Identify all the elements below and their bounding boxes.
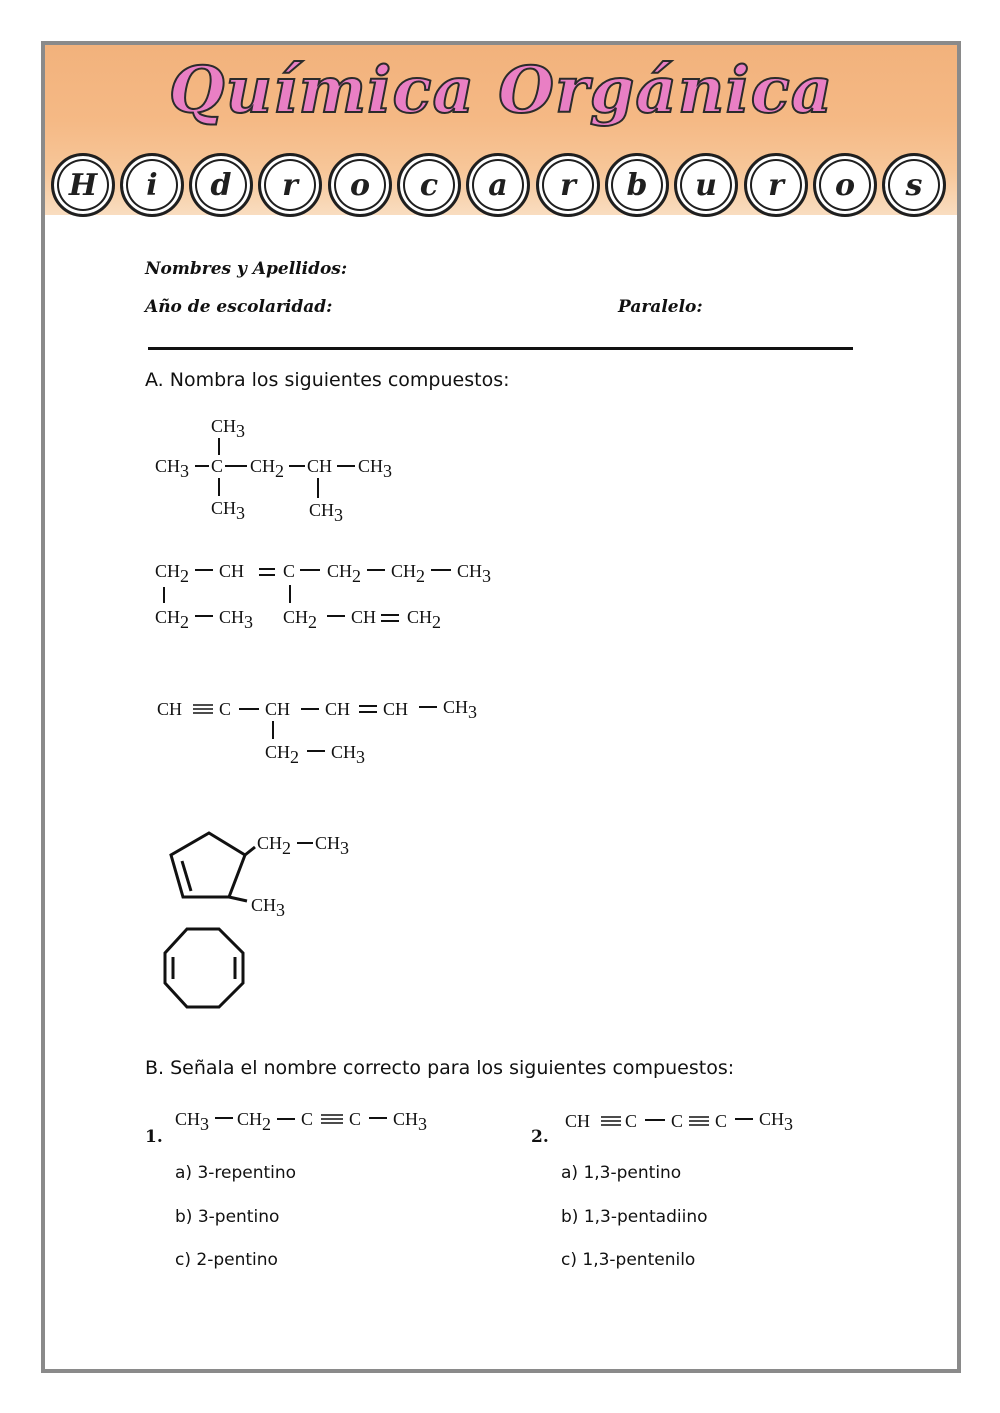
letter-circle: u xyxy=(674,153,738,217)
question-1-structure xyxy=(175,1101,465,1141)
svg-text:CH3: CH3 xyxy=(331,742,366,767)
svg-text:CH3: CH3 xyxy=(211,498,246,523)
question-1-option-c[interactable]: c) 2-pentino xyxy=(175,1250,278,1270)
compound-5-structure xyxy=(161,925,251,1015)
question-2-option-a[interactable]: a) 1,3-pentino xyxy=(561,1163,682,1183)
letter-circle: H xyxy=(51,153,115,217)
letter-circle: c xyxy=(397,153,461,217)
svg-text:C: C xyxy=(219,699,232,719)
svg-text:CH3: CH3 xyxy=(315,833,350,858)
svg-text:CH2: CH2 xyxy=(250,456,285,481)
compound-4-structure xyxy=(163,825,363,925)
svg-text:C: C xyxy=(301,1109,314,1129)
letter-circle: i xyxy=(120,153,184,217)
svg-text:C: C xyxy=(625,1111,638,1131)
year-field-label: Año de escolaridad: xyxy=(145,297,333,317)
svg-text:CH: CH xyxy=(383,699,409,719)
svg-text:CH3: CH3 xyxy=(155,456,190,481)
svg-text:CH: CH xyxy=(307,456,333,476)
svg-text:C: C xyxy=(283,561,296,581)
header-banner xyxy=(45,45,957,215)
svg-text:CH: CH xyxy=(351,607,377,627)
svg-text:CH: CH xyxy=(157,699,183,719)
compound-3-structure xyxy=(157,685,517,775)
svg-text:CH2: CH2 xyxy=(407,607,442,632)
section-a-heading: A. Nombra los siguientes compuestos: xyxy=(145,369,510,391)
svg-text:C: C xyxy=(211,456,224,476)
section-field-label: Paralelo: xyxy=(618,297,703,317)
question-1-option-a[interactable]: a) 3-repentino xyxy=(175,1163,297,1183)
svg-text:CH2: CH2 xyxy=(155,561,190,586)
names-field-label: Nombres y Apellidos: xyxy=(145,259,348,279)
question-1-number: 1. xyxy=(145,1127,163,1147)
letter-circle: o xyxy=(328,153,392,217)
svg-text:CH3: CH3 xyxy=(219,607,254,632)
letter-circle: r xyxy=(258,153,322,217)
svg-text:CH: CH xyxy=(565,1111,591,1131)
svg-text:CH3: CH3 xyxy=(251,895,286,920)
svg-text:CH2: CH2 xyxy=(237,1109,272,1134)
svg-text:CH: CH xyxy=(265,699,291,719)
divider-line xyxy=(148,347,853,350)
letter-circle: s xyxy=(882,153,946,217)
svg-text:CH2: CH2 xyxy=(391,561,426,586)
compound-2-structure xyxy=(155,553,515,643)
svg-text:C: C xyxy=(349,1109,362,1129)
question-2-option-c[interactable]: c) 1,3-pentenilo xyxy=(561,1250,696,1270)
svg-text:CH3: CH3 xyxy=(358,456,393,481)
svg-text:CH: CH xyxy=(325,699,351,719)
svg-text:CH2: CH2 xyxy=(327,561,362,586)
letter-circle: b xyxy=(605,153,669,217)
svg-text:CH2: CH2 xyxy=(283,607,318,632)
svg-text:CH2: CH2 xyxy=(257,833,292,858)
svg-text:CH3: CH3 xyxy=(309,500,344,525)
letter-circle: d xyxy=(189,153,253,217)
question-2-structure xyxy=(565,1105,825,1145)
subtitle-circles xyxy=(51,153,956,227)
svg-text:CH3: CH3 xyxy=(457,561,492,586)
letter-circle: r xyxy=(744,153,808,217)
letter-circle: r xyxy=(536,153,600,217)
letter-circle: a xyxy=(466,153,530,217)
svg-text:CH3: CH3 xyxy=(393,1109,428,1134)
letter-circle: o xyxy=(813,153,877,217)
section-b-heading: B. Señala el nombre correcto para los siguientes compuestos: xyxy=(145,1057,735,1079)
svg-text:CH3: CH3 xyxy=(759,1109,794,1134)
svg-text:CH2: CH2 xyxy=(265,742,300,767)
svg-text:CH3: CH3 xyxy=(175,1109,210,1134)
svg-text:C: C xyxy=(671,1111,684,1131)
svg-text:C: C xyxy=(715,1111,728,1131)
svg-text:CH2: CH2 xyxy=(155,607,190,632)
page-title: Química Orgánica xyxy=(168,53,834,128)
svg-text:CH: CH xyxy=(219,561,245,581)
svg-text:CH3: CH3 xyxy=(443,697,478,722)
question-2-number: 2. xyxy=(531,1127,549,1147)
question-1-option-b[interactable]: b) 3-pentino xyxy=(175,1207,280,1227)
question-2-option-b[interactable]: b) 1,3-pentadiino xyxy=(561,1207,708,1227)
svg-text:CH3: CH3 xyxy=(211,416,246,441)
worksheet xyxy=(41,41,961,1373)
compound-1-structure xyxy=(155,410,415,530)
